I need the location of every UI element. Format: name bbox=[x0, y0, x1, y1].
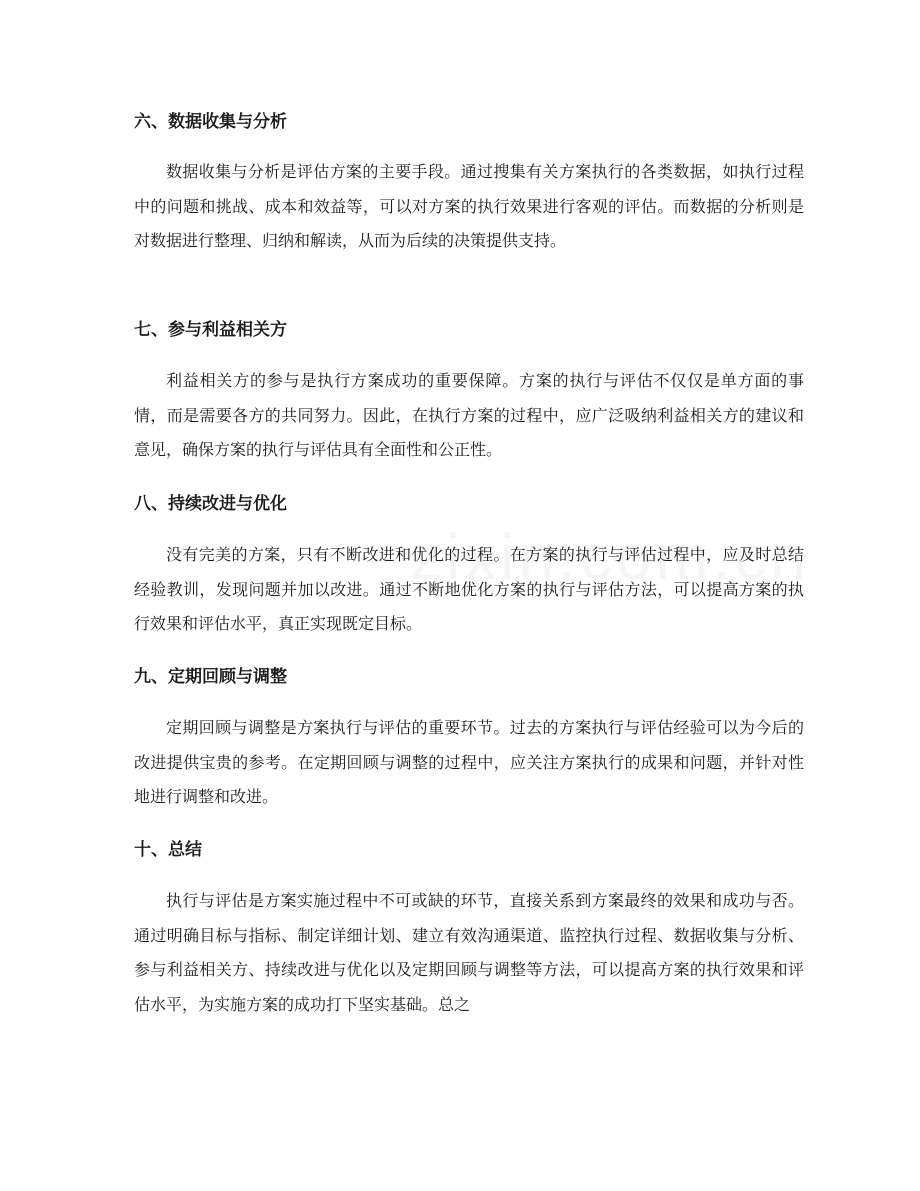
section-body-6: 数据收集与分析是评估方案的主要手段。通过搜集有关方案执行的各类数据，如执行过程中的问题和挑战、成本和效益等，可以对方案的执行效果进行客观的评估。而数据的分析则是对数据进行整理、归纳和解读，从而为后续的决策提供支持。 bbox=[134, 162, 804, 251]
section-body-8: 没有完美的方案，只有不断改进和优化的过程。在方案的执行与评估过程中，应及时总结经验教训，发现问题并加以改进。通过不断地优化方案的执行与评估方法，可以提高方案的执行效果和评估水平，真正实现既定目标。 bbox=[134, 545, 804, 634]
section-body-10: 执行与评估是方案实施过程中不可或缺的环节，直接关系到方案最终的效果和成功与否。通过明确目标与指标、制定详细计划、建立有效沟通渠道、监控执行过程、数据收集与分析、参与利益相关方、持续改进与优化以及定期回顾与调整等方法，可以提高方案的执行效果和评估水平，为实施方案的成功打下坚实基础。总之 bbox=[134, 891, 804, 1015]
section-body-7: 利益相关方的参与是执行方案成功的重要保障。方案的执行与评估不仅仅是单方面的事情，而是需要各方的共同努力。因此，在执行方案的过程中，应广泛吸纳利益相关方的建议和意见，确保方案的执行与评估具有全面性和公正性。 bbox=[134, 371, 804, 460]
section-heading-10: 十、总结 bbox=[134, 840, 202, 860]
section-body-9: 定期回顾与调整是方案执行与评估的重要环节。过去的方案执行与评估经验可以为今后的改进提供宝贵的参考。在定期回顾与调整的过程中，应关注方案执行的成果和问题，并针对性地进行调整和改进。 bbox=[134, 718, 804, 807]
section-heading-6: 六、数据收集与分析 bbox=[134, 112, 287, 132]
section-heading-7: 七、参与利益相关方 bbox=[134, 320, 287, 340]
section-heading-9: 九、定期回顾与调整 bbox=[134, 667, 287, 687]
section-heading-8: 八、持续改进与优化 bbox=[134, 494, 287, 514]
